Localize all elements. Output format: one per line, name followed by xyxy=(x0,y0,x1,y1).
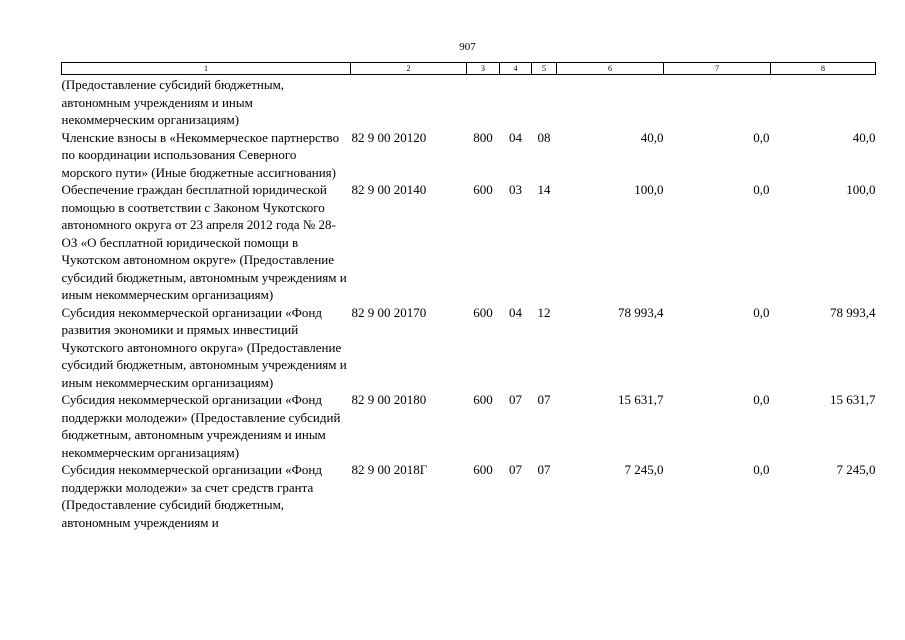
row-code: 82 9 00 2018Г xyxy=(351,462,428,477)
row-total: 40,0 xyxy=(852,129,876,145)
row-change xyxy=(664,75,771,129)
row-section: 04 xyxy=(509,304,522,320)
header-col-7: 7 xyxy=(664,63,771,75)
row-description: Обеспечение граждан бесплатной юридической помощью в соответствии с Законом Чукотского автономного округа от 23 апреля 2012 года № 28-ОЗ «О бесплатной юридической помощи в Чукотском автономном округе» (Предоставление субсидий бюджетным, автономным учреждениям и иным некоммерческим организациям) xyxy=(61,182,347,302)
row-code: 82 9 00 20170 xyxy=(351,304,427,320)
table-body xyxy=(62,75,876,532)
table-row xyxy=(62,304,876,392)
row-expense-type: 800 xyxy=(473,129,493,145)
row-amount: 7 245,0 xyxy=(624,462,664,477)
table-header xyxy=(62,63,876,75)
row-subsection: 08 xyxy=(537,129,551,145)
row-expense-type: 600 xyxy=(473,462,493,477)
row-total: 100,0 xyxy=(846,182,876,197)
table-row xyxy=(62,75,876,129)
row-description: Субсидия некоммерческой организации «Фонд развития экономики и прямых инвестиций Чукотского автономного округа» (Предоставление субсидий бюджетным, автономным учреждениям и иным некоммерческим организациям) xyxy=(61,304,347,390)
header-col-3: 3 xyxy=(467,63,500,75)
table-row xyxy=(62,181,876,304)
table-row xyxy=(62,461,876,531)
row-total: 7 245,0 xyxy=(836,462,876,477)
header-col-2: 2 xyxy=(351,63,467,75)
row-code: 82 9 00 20180 xyxy=(351,392,427,407)
table-row xyxy=(62,391,876,461)
row-amount: 78 993,4 xyxy=(618,304,664,320)
header-col-1: 1 xyxy=(62,63,351,75)
row-code: 82 9 00 20140 xyxy=(351,182,427,197)
row-code xyxy=(351,75,467,129)
row-expense-type: 600 xyxy=(473,392,493,407)
row-subsection: 12 xyxy=(537,304,551,320)
row-description: Субсидия некоммерческой организации «Фонд поддержки молодежи» (Предоставление субсидий бюджетным, автономным учреждениям и иным некоммерческим организациям) xyxy=(61,392,341,460)
row-change: 0,0 xyxy=(753,462,770,477)
row-section: 07 xyxy=(509,392,522,407)
row-change: 0,0 xyxy=(753,392,770,407)
row-description: Членские взносы в «Некоммерческое партнерство по координации использования Северного морского пути» (Иные бюджетные ассигнования) xyxy=(61,129,340,180)
row-description: (Предоставление субсидий бюджетным, автономным учреждениям и иным некоммерческим организациям) xyxy=(61,77,285,127)
row-amount: 100,0 xyxy=(634,182,664,197)
row-subsection: 14 xyxy=(537,182,551,197)
row-amount: 15 631,7 xyxy=(618,392,664,407)
row-change: 0,0 xyxy=(753,182,770,197)
header-col-4: 4 xyxy=(500,63,532,75)
row-change: 0,0 xyxy=(753,129,770,145)
row-expense-type: 600 xyxy=(473,182,493,197)
row-expense-type: 600 xyxy=(473,304,493,320)
header-col-6: 6 xyxy=(557,63,664,75)
row-subsection: 07 xyxy=(537,462,551,477)
row-subsection: 07 xyxy=(537,392,551,407)
table-row xyxy=(62,129,876,182)
row-total: 15 631,7 xyxy=(830,392,876,407)
row-code: 82 9 00 20120 xyxy=(351,129,427,145)
budget-table xyxy=(61,62,875,531)
header-col-5: 5 xyxy=(532,63,557,75)
row-section: 07 xyxy=(509,462,522,477)
row-amount xyxy=(557,75,664,129)
row-change: 0,0 xyxy=(753,304,770,320)
row-subsection xyxy=(532,75,557,129)
header-col-8: 8 xyxy=(771,63,876,75)
row-section: 03 xyxy=(509,182,522,197)
row-expense-type xyxy=(467,75,500,129)
row-description: Субсидия некоммерческой организации «Фонд поддержки молодежи» за счет средств гранта (Предоставление субсидий бюджетным, автономным учреждениям и xyxy=(61,462,323,530)
row-amount: 40,0 xyxy=(640,129,664,145)
row-section xyxy=(500,75,532,129)
page-number: 907 xyxy=(459,41,476,53)
row-total xyxy=(771,75,876,129)
row-total: 78 993,4 xyxy=(830,304,876,320)
row-section: 04 xyxy=(509,129,522,145)
